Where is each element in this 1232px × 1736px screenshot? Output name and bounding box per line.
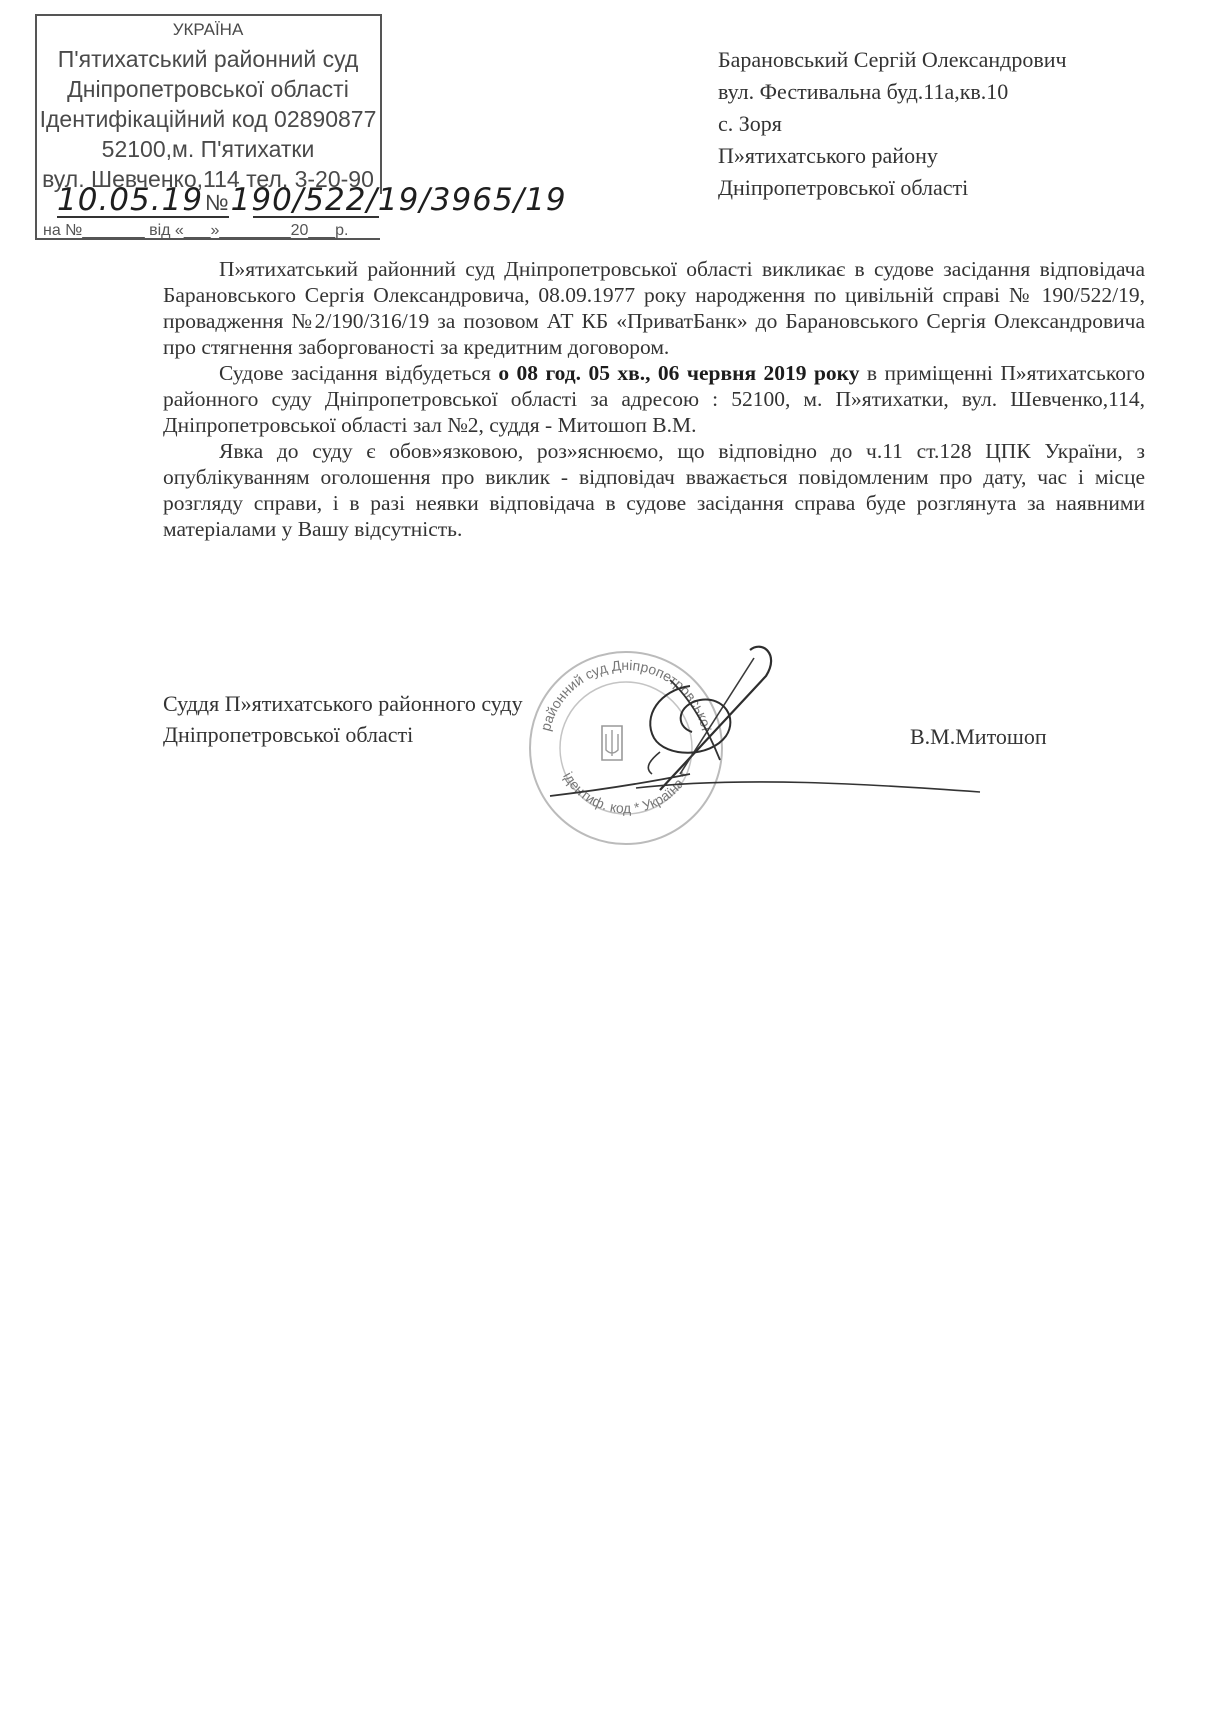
handwritten-date: 10.05.19 [57,182,204,218]
addressee-name: Барановський Сергій Олександрович [718,47,1067,72]
summons-paragraph-1: П»ятихатський районний суд Дніпропетровської області викликає в судове засідання відповідача Барановського Сергія Олександровича, 08.09.1977 року народження по цивільній справі № 190/522/19, провадження №2/190/316/19 за позовом АТ КБ «ПриватБанк» до Барановського Сергія Олександровича про стягнення заборгованості за кредитним договором. [163,257,1145,359]
handwritten-number: 190/522/19/3965/19 [230,182,567,218]
seal-ring-bottom-text: ідентиф. код * Україна * [560,768,692,817]
stamp-reply-line: на №_______ від «___»________20___р. [43,222,349,239]
stamp-region: Дніпропетровської області [67,76,349,102]
stamp-country: УКРАЇНА [172,20,244,39]
judge-title-line-1: Суддя П»ятихатського районного суду [163,691,523,716]
stamp-frame-right [380,14,382,194]
addressee-region: Дніпропетровської області [718,175,969,200]
addressee-village: с. Зоря [718,111,782,136]
judge-title-line-2: Дніпропетровської області [163,722,414,747]
date-underline [57,216,229,218]
summons-paragraph-2 [163,360,1145,438]
stamp-postal-city: 52100,м. П'ятихатки [101,136,315,162]
seal-ring-top-text: районний суд Дніпропетровської [537,656,715,733]
number-underline [253,216,379,218]
stamp-frame-top [35,14,380,16]
addressee-block [718,44,1198,204]
hearing-intro: Судове засідання відбудеться [219,361,499,385]
stamp-id-code: Ідентифікаційний код 02890877 [39,106,377,132]
judge-name: В.М.Митошоп [910,724,1047,749]
addressee-street: вул. Фестивальна буд.11а,кв.10 [718,79,1009,104]
judge-title [163,688,603,750]
addressee-district: П»ятихатського району [718,143,938,168]
registration-stamp [35,14,567,240]
stamp-street-phone: вул. Шевченко,114 тел. 3-20-90 [42,166,374,192]
stamp-frame-left [35,14,37,240]
hearing-location: в приміщенні П»ятихатського районного суду Дніпропетровської області за адресою : 52100, м. П»ятихатки, вул. Шевченко,114, Дніпропетровської області зал №2, суддя - Митошоп В.М. [163,361,1145,437]
summons-body [163,256,1145,542]
summons-paragraph-3: Явка до суду є обов»язковою, роз»яснюємо, що відповідно до ч.11 ст.128 ЦПК України, з опублікуванням оголошення про виклик - відповідач вважається повідомленим про дату, час і місце розгляду справи, і в разі неявки відповідача в судове засідання справа буде розглянута за наявними матеріалами у Вашу відсутність. [163,439,1145,541]
stamp-court-name: П'ятихатський районний суд [57,46,359,72]
number-mark: № [205,190,229,215]
hearing-datetime: о 08 год. 05 хв., 06 червня 2019 року [498,361,860,385]
